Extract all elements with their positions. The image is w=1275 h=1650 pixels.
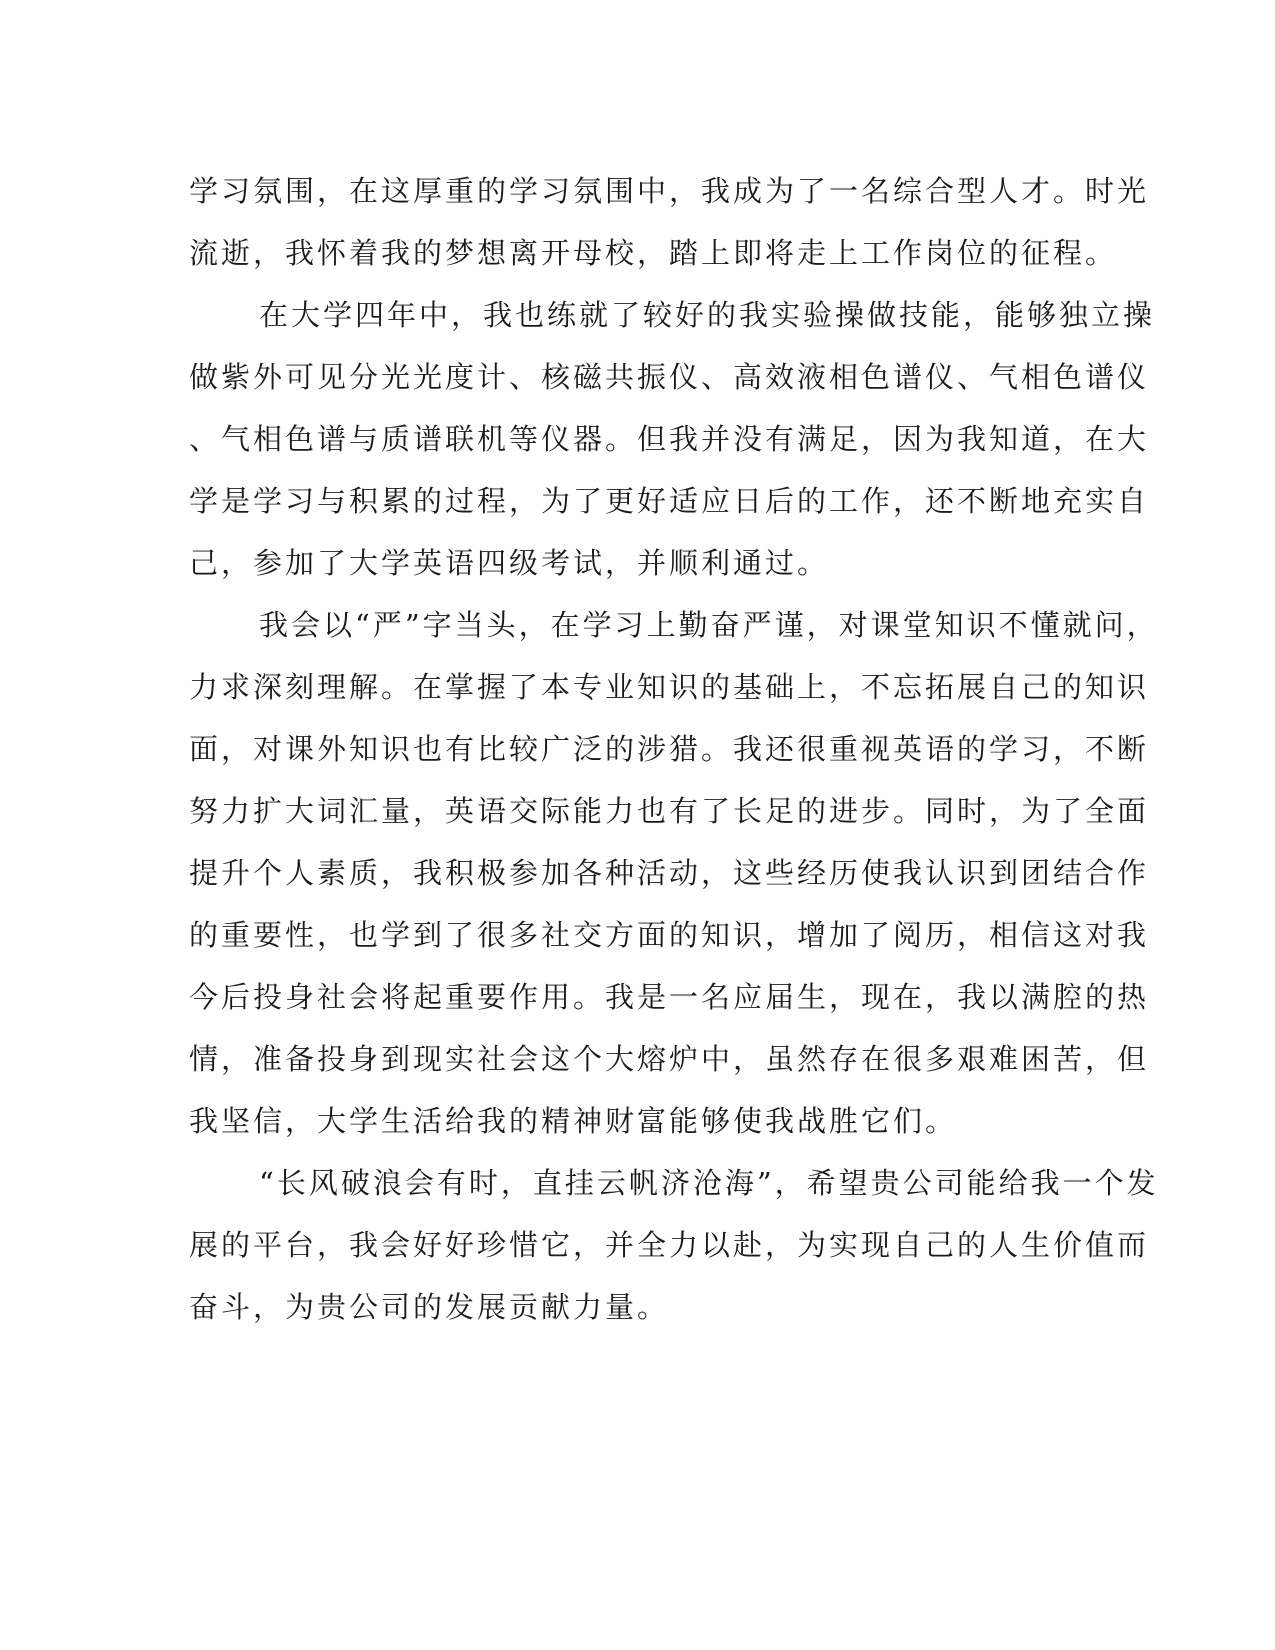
text-line: 今后投身社会将起重要作用。我是一名应届生，现在，我以满腔的热: [189, 980, 1150, 1014]
text-line: 面，对课外知识也有比较广泛的涉猎。我还很重视英语的学习，不断: [189, 732, 1150, 766]
paragraph-start-line: “长风破浪会有时，直挂云帆济沧海”，希望贵公司能给我一个发: [259, 1166, 1159, 1200]
text-line: 做紫外可见分光光度计、核磁共振仪、高效液相色谱仪、气相色谱仪: [189, 360, 1150, 394]
text-line: 、气相色谱与质谱联机等仪器。但我并没有满足，因为我知道，在大: [189, 422, 1150, 456]
text-line: 努力扩大词汇量，英语交际能力也有了长足的进步。同时，为了全面: [189, 794, 1150, 828]
body-text: [189, 160, 1159, 1338]
paragraph-start-line: 我会以“严”字当头，在学习上勤奋严谨，对课堂知识不懂就问，: [259, 608, 1159, 642]
text-line: 的重要性，也学到了很多社交方面的知识，增加了阅历，相信这对我: [189, 918, 1150, 952]
text-line: 学习氛围，在这厚重的学习氛围中，我成为了一名综合型人才。时光: [189, 174, 1150, 208]
text-line: 学是学习与积累的过程，为了更好适应日后的工作，还不断地充实自: [189, 484, 1150, 518]
text-line: 奋斗，为贵公司的发展贡献力量。: [189, 1290, 670, 1324]
text-line: 提升个人素质，我积极参加各种活动，这些经历使我认识到团结合作: [189, 856, 1150, 890]
text-line: 己，参加了大学英语四级考试，并顺利通过。: [189, 546, 830, 580]
text-line: 展的平台，我会好好珍惜它，并全力以赴，为实现自己的人生价值而: [189, 1228, 1150, 1262]
text-line: 情，准备投身到现实社会这个大熔炉中，虽然存在很多艰难困苦，但: [189, 1042, 1150, 1076]
text-line: 流逝，我怀着我的梦想离开母校，踏上即将走上工作岗位的征程。: [189, 236, 1118, 270]
text-line: 力求深刻理解。在掌握了本专业知识的基础上，不忘拓展自己的知识: [189, 670, 1150, 704]
text-line: 我坚信，大学生活给我的精神财富能够使我战胜它们。: [189, 1104, 958, 1138]
paragraph-start-line: 在大学四年中，我也练就了较好的我实验操做技能，能够独立操: [259, 298, 1156, 332]
